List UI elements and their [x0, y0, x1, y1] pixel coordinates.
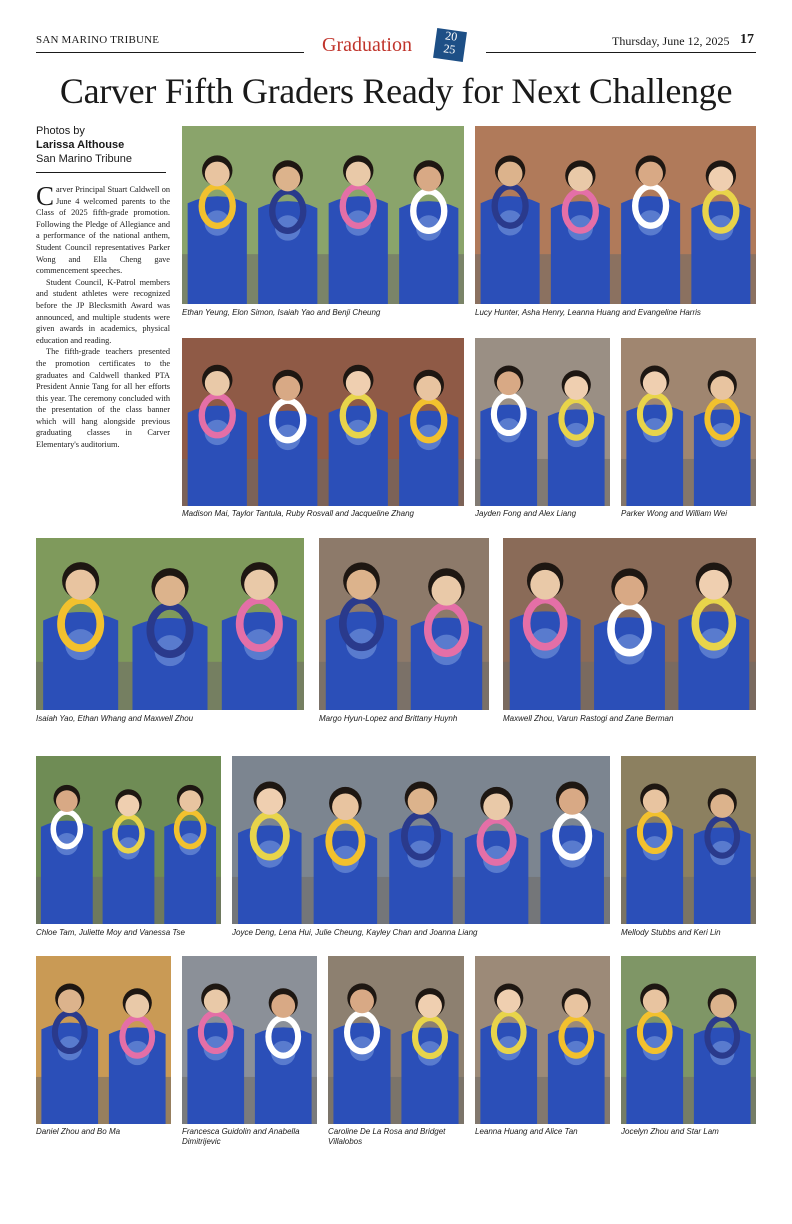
photo [36, 538, 304, 710]
dropcap: C [36, 181, 55, 211]
issue-date: Thursday, June 12, 2025 [612, 34, 730, 48]
photo-image [36, 756, 221, 924]
photo-caption: Caroline De La Rosa and Bridget Villalobos [328, 1127, 446, 1146]
photo [36, 956, 171, 1124]
badge-top: 20 [444, 28, 459, 44]
credit-rule [36, 172, 166, 173]
headline: Carver Fifth Graders Ready for Next Challenge [59, 71, 733, 111]
photo [36, 756, 221, 924]
photo-caption: Mellody Stubbs and Keri Lin [621, 928, 721, 937]
photo-image [475, 338, 610, 506]
photo-caption: Francesca Guidolin and Anabella Dimitrijevic [182, 1127, 300, 1146]
photo-image [475, 126, 756, 304]
story-paragraph-1-text: arver Principal Stuart Caldwell on June 4 welcomed parents to the Class of 2025 fifth-grade promotion. Following the Pledge of Allegiance and a performance of the national anthem, Student Council representatives Parker Wong and Ella Cheng gave commencement speeches. [36, 185, 170, 276]
photo-image [621, 338, 756, 506]
photo [475, 126, 756, 304]
photo [621, 756, 756, 924]
photo-caption: Leanna Huang and Alice Tan [475, 1127, 578, 1136]
credit-org: San Marino Tribune [36, 153, 132, 165]
photo-image [182, 338, 464, 506]
photo-credit [36, 124, 168, 166]
photo-caption: Daniel Zhou and Bo Ma [36, 1127, 121, 1136]
photo-caption: Madison Mai, Taylor Tantula, Ruby Rosvall and Jacqueline Zhang [182, 509, 414, 518]
photo-image [182, 956, 317, 1124]
photo [475, 956, 610, 1124]
header-rule-right [486, 52, 756, 53]
photo-image [621, 756, 756, 924]
photo-image [36, 956, 171, 1124]
story-body [36, 181, 170, 451]
photo-caption: Jocelyn Zhou and Star Lam [621, 1127, 719, 1136]
photo-image [328, 956, 464, 1124]
photo [621, 956, 756, 1124]
photo [503, 538, 756, 710]
photo [232, 756, 610, 924]
story-paragraph-1 [36, 181, 170, 277]
photo-image [475, 956, 610, 1124]
story-paragraph-3: The fifth-grade teachers presented the promotion certificates to the graduates and Caldwell thanked PTA President Annie Tang for all her efforts this year. The ceremony concluded with the presentation of the class banner which will hang alongside previous graduating classes in Carver Elementary's auditorium. [36, 347, 170, 450]
photo-caption: Margo Hyun-Lopez and Brittany Huynh [319, 714, 458, 723]
story-paragraph-2: Student Council, K-Patrol members and student athletes were recognized before the JP Blecksmith Award was announced, and multiple students were given awards in academics, physical education and reading. [36, 277, 170, 345]
credit-label: Photos by [36, 125, 85, 137]
photo-image [319, 538, 489, 710]
section-title: Graduation [322, 34, 412, 56]
photo-caption: Jayden Fong and Alex Liang [475, 509, 577, 518]
photo-image [503, 538, 756, 710]
photo-caption: Maxwell Zhou, Varun Rastogi and Zane Berman [503, 714, 674, 723]
photo-image [621, 956, 756, 1124]
photo-caption: Chloe Tam, Juliette Moy and Vanessa Tse [36, 928, 185, 937]
credit-name: Larissa Althouse [36, 139, 125, 151]
photo [328, 956, 464, 1124]
header-rule-left [36, 52, 304, 53]
photo [182, 956, 317, 1124]
photo-caption: Lucy Hunter, Asha Henry, Leanna Huang and Evangeline Harris [475, 308, 701, 317]
photo-caption: Ethan Yeung, Elon Simon, Isaiah Yao and Benji Cheung [182, 308, 381, 317]
year-badge [433, 28, 467, 62]
badge-bottom: 25 [442, 41, 457, 57]
photo [475, 338, 610, 506]
page-number: 17 [740, 32, 754, 47]
photo [319, 538, 489, 710]
newspaper-name: SAN MARINO TRIBUNE [36, 34, 160, 46]
photo [621, 338, 756, 506]
photo-caption: Isaiah Yao, Ethan Whang and Maxwell Zhou [36, 714, 194, 723]
photo-caption: Parker Wong and William Wei [621, 509, 728, 518]
photo-caption: Joyce Deng, Lena Hui, Julie Cheung, Kayley Chan and Joanna Liang [232, 928, 478, 937]
photo-image [232, 756, 610, 924]
photo [182, 126, 464, 304]
photo-image [182, 126, 464, 304]
photo-image [36, 538, 304, 710]
photo [182, 338, 464, 506]
